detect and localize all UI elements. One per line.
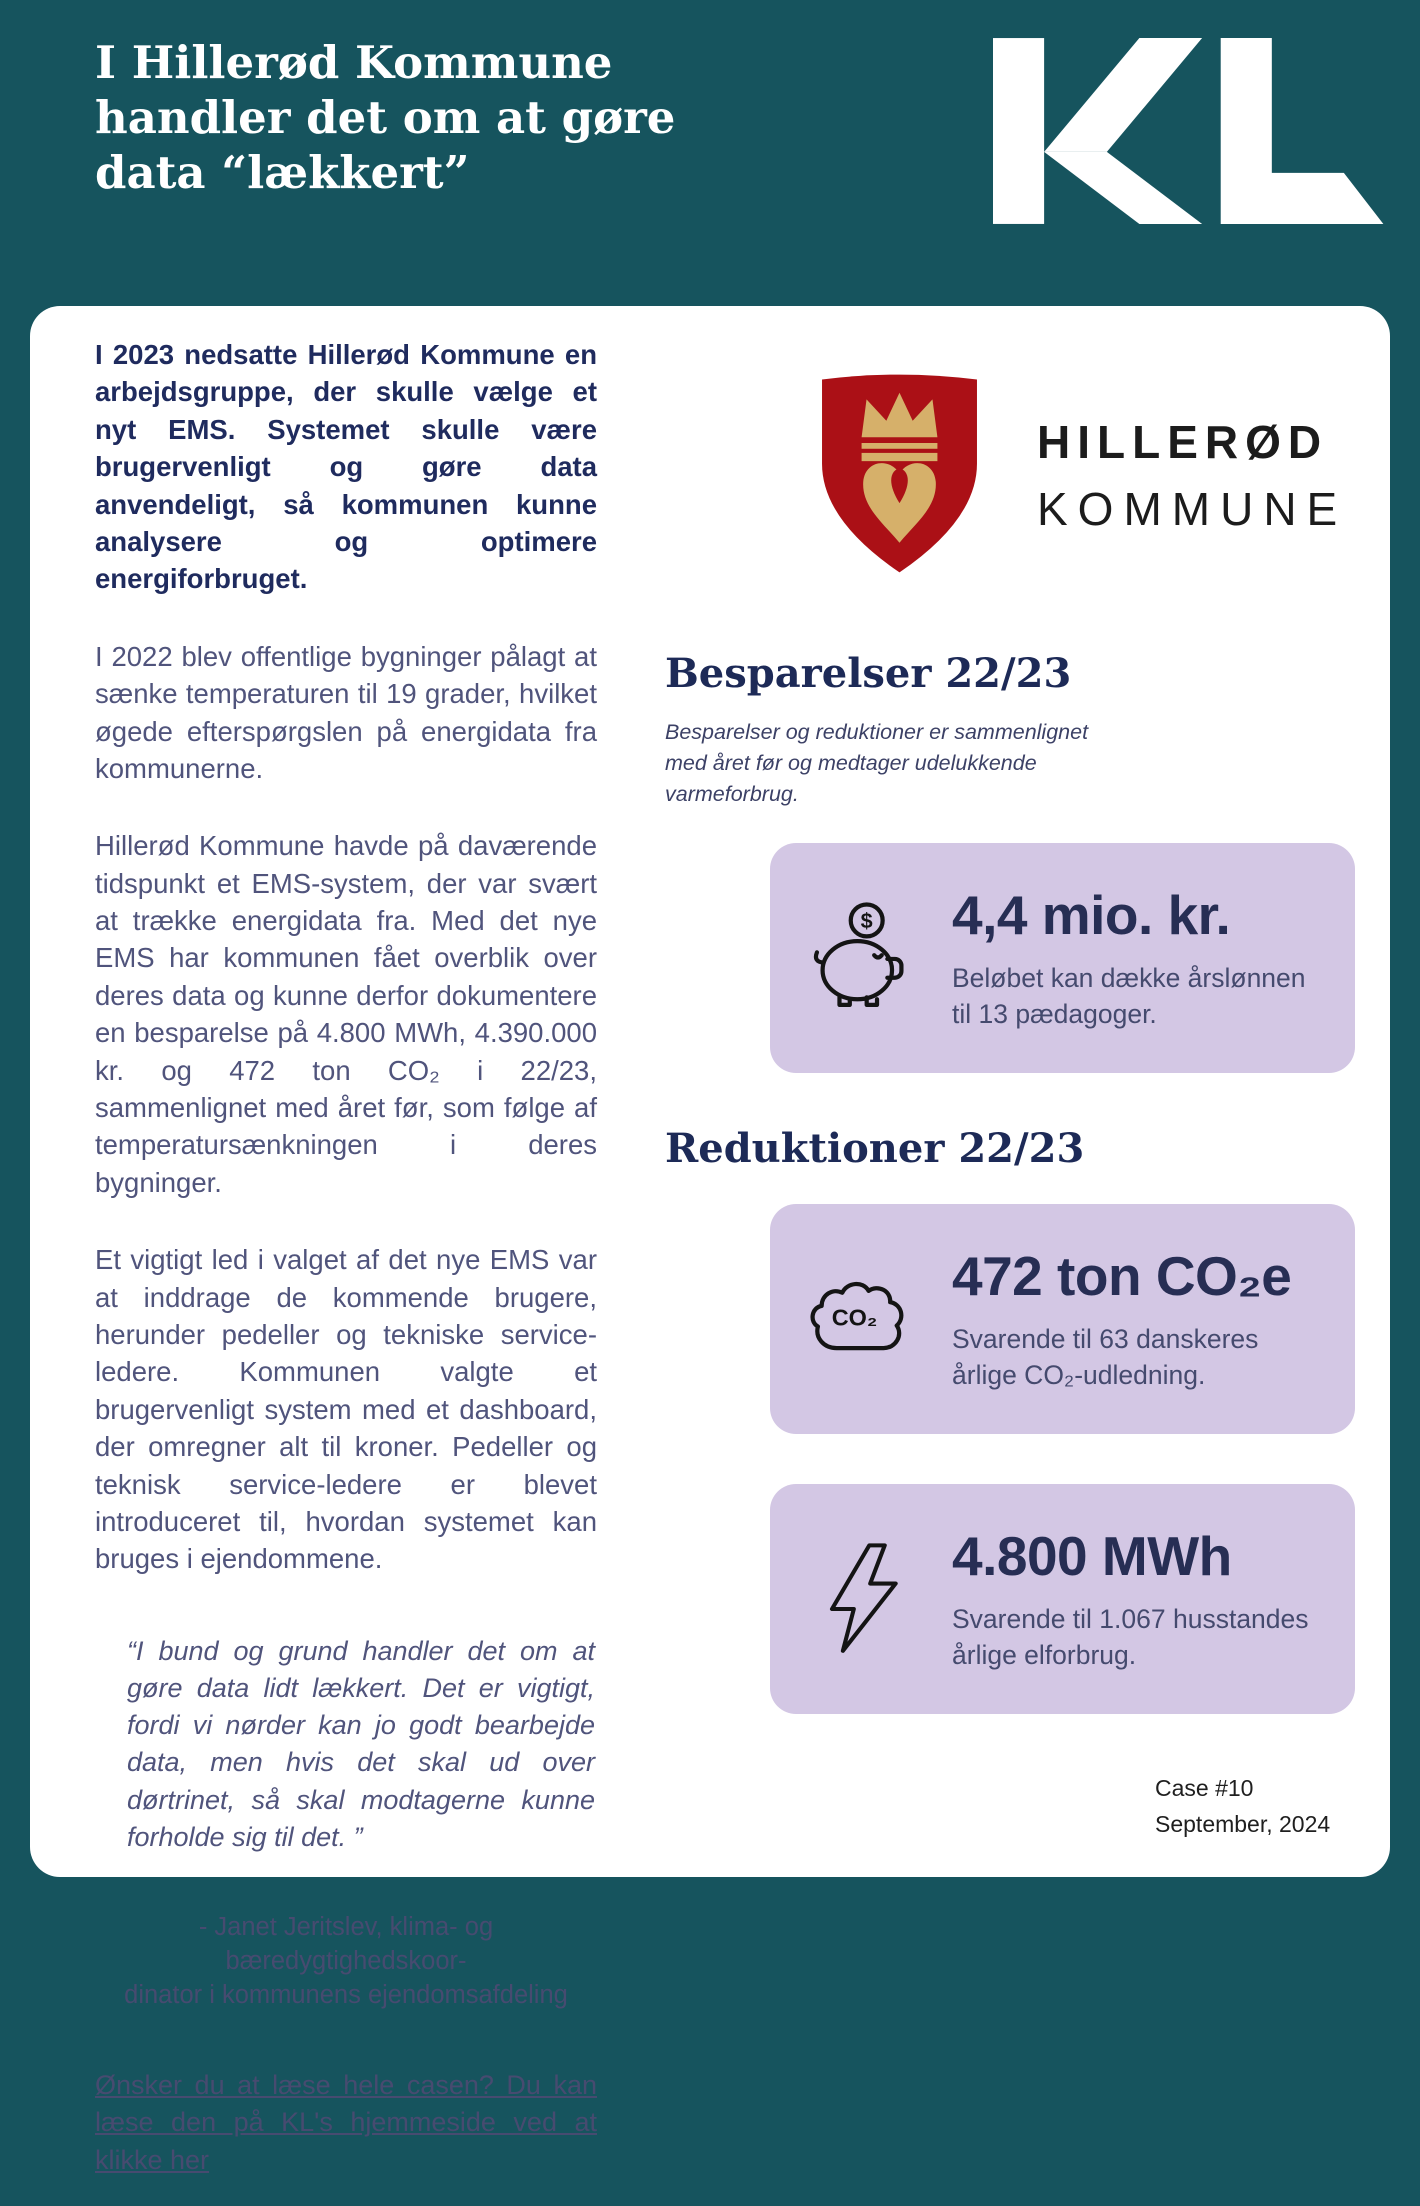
municipality-wordmark [1037, 409, 1347, 542]
stats-column [665, 306, 1365, 1843]
savings-caption: Beløbet kan dække årslønnen til 13 pædagoger. [952, 962, 1306, 1029]
co2-cloud-icon [798, 1267, 926, 1371]
energy-stat-text [952, 1524, 1325, 1674]
piggy-bank-icon [798, 897, 926, 1019]
article-column [95, 306, 597, 2206]
savings-note: Besparelser og reduktioner er sammenlignet med året før og medtager udelukkende varmeforbrug. [665, 720, 1089, 807]
co2-value: 472 ton CO₂e [952, 1244, 1292, 1307]
case-meta [665, 1770, 1365, 1844]
article-paragraph: I 2022 blev offentlige bygninger pålagt at sænke temperaturen til 19 grader, hvilket øgede efterspørgslen på energidata fra kommunerne. [95, 640, 597, 784]
savings-stat-card [770, 843, 1355, 1073]
quote-attribution-line: dinator i kommunens ejendomsafdeling [124, 1980, 568, 2009]
co2-caption: Svarende til 63 danskeres årlige CO₂-udledning. [952, 1323, 1259, 1390]
municipality-subname: KOMMUNE [1037, 483, 1348, 535]
co2-label: CO₂ [831, 1304, 878, 1331]
page-title [95, 36, 755, 201]
energy-value: 4.800 MWh [952, 1524, 1232, 1587]
quote-attribution-line: - Janet Jeritslev, klima- og bæredygtighedskoor- [198, 1913, 494, 1975]
article-paragraph: Et vigtigt led i valget af det nye EMS var at inddrage de kommende brugere, herunder pedeller og tekniske service-ledere. Kommunen valgte et brugervenligt system med et dashboard, der omregner alt til kroner. Pedeller og teknisk service-ledere er blevet introduceret til, hvordan systemet kan bruges i ejendommene. [95, 1244, 597, 1575]
savings-heading: Besparelser 22/23 [665, 650, 1072, 697]
pull-quote: “I bund og grund handler det om at gøre data lidt lækkert. Det er vigtigt, fordi vi nørder kan jo godt bearbejde data, men hvis det skal ud over dørtrinet, så skal modtagerne kunne forholde sig til det. ” [127, 1635, 595, 1852]
co2-stat-text [952, 1244, 1325, 1394]
municipality-name: HILLERØD [1037, 416, 1329, 469]
page-title-line: I Hillerød Kommune [95, 36, 613, 89]
reductions-heading: Reduktioner 22/23 [665, 1124, 1085, 1172]
co2-stat-card [770, 1204, 1355, 1434]
savings-stat-text [952, 883, 1325, 1033]
energy-stat-card [770, 1484, 1355, 1714]
content-card [30, 306, 1390, 2175]
kl-logo-icon [993, 38, 1388, 224]
case-date: September, 2024 [1155, 1811, 1331, 1838]
municipality-logo [665, 368, 1365, 584]
case-number: Case #10 [1155, 1774, 1254, 1801]
article-paragraph: Hillerød Kommune havde på daværende tidspunkt et EMS-system, der var svært at trække energidata fra. Med det nye EMS har kommunen fået overblik over deres data og kunne derfor dokumentere en besparelse på 4.800 MWh, 4.390.000 kr. og 472 ton CO₂ i 22/23, sammenlignet med året før, som følge af temperatursænkningen i deres bygninger. [95, 830, 597, 1198]
savings-value: 4,4 mio. kr. [952, 883, 1231, 946]
page-title-line: data “lækkert” [95, 145, 470, 199]
quote-attribution [95, 1911, 597, 2012]
energy-caption: Svarende til 1.067 husstandes årlige elforbrug. [952, 1603, 1309, 1670]
hillerod-shield-icon [817, 368, 982, 584]
read-more-link[interactable]: Ønsker du at læse hele casen? Du kan læse den på KL's hjemmeside ved at klikke her [95, 2070, 597, 2175]
lightning-icon [798, 1537, 926, 1661]
coin-symbol: $ [860, 907, 873, 933]
article-intro: I 2023 nedsatte Hillerød Kommune en arbejdsgruppe, der skulle vælge et nyt EMS. Systemet skulle være brugervenligt og gøre data anvendeligt, så kommunen kunne analysere og optimere energiforbruget. [95, 339, 597, 595]
page-title-line: handler det om at gøre [95, 90, 676, 144]
